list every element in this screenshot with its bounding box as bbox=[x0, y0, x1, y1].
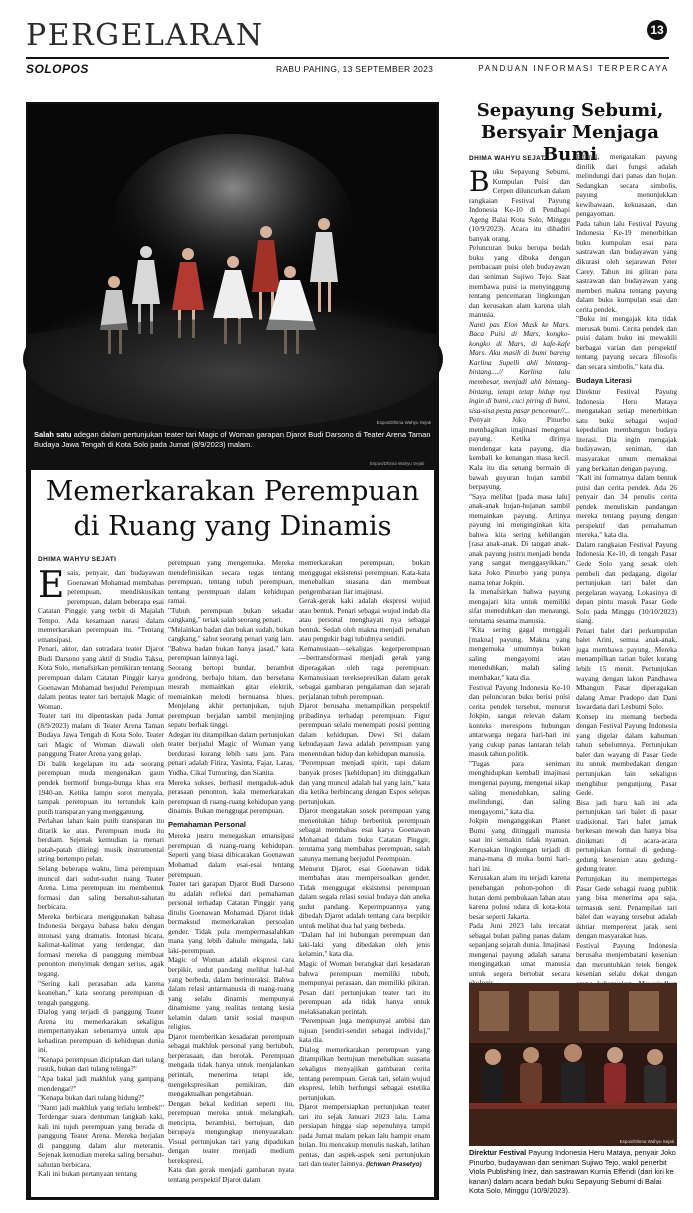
article-paragraph: "Kali ini formatnya dalam bentuk puisi dan cerita pendek. Ada 26 penyair dan 34 penulis cerita pendek menuliskan pandangan mereka tentang payung dengan perspektif dan pemahaman mereka," kata dia. bbox=[576, 473, 677, 540]
article-paragraph: Peluncuran buku berupa bedah buku yang dibuka dengan pembacaan puisi oleh budayawan dan seniman Sujiwo Tejo. Saat membawa puisi ia menyinggung tentang pencemaran lingkungan dan kerusakan alam karena ulah manusia. bbox=[469, 243, 570, 320]
article-paragraph: Penari, aktor, dan sutradara teater Djarot Budi Darsono yang aktif di Studio Taksu, Kota Solo, menafsirkan pemikiran tentang perempuan dalam Catatan Pinggir karya Goenawan Mohamad berjudul Perempuan dalam pentas teater tari bertajuk Magic of Woman. bbox=[38, 644, 164, 711]
article-paragraph: Selang beberapa waktu, lima perempuan muncul dari sudut-sudut ruang Teater Arena. Lima perempuan itu membentuk formasi dan saling bersahut-sahutan berbicara. bbox=[38, 863, 164, 912]
sidebar-article-byline: DHIMA WAHYU SEJATI bbox=[469, 155, 548, 162]
article-paragraph: Djarot mempersiapkan pertunjukan teater tari itu sejak Januari 2023 lalu. Lama persiapan hingga siap sepenuhnya tampil pada Jumat malam pekan lalu hampir enam bulan. Itu mencakup menulis naskah, latihan pentas, dan aspek-aspek seni pertunjukan tari dan teater lainnya. (Ichwan Prasetyo) bbox=[299, 1102, 430, 1169]
article-paragraph: Adegan itu ditampilkan dalam pertunjukan teater berjudul Magic of Woman yang berdurasi kurang lebih satu jam. Para penari adalah Fitira, Yasinta, Fajar, Laras, Yudha, Cikal Tumuring, dan Sianita. bbox=[168, 729, 294, 778]
article-paragraph: Buku Sepayung Sebumi, Kumpulan Puisi dan Cerpen diluncurkan dalam rangkaian Festival Payung Indonesia Ke-10 di Pendhapi Ageng Balai Kota Solo, Minggu (10/9/2023). Acara itu dihadiri banyak orang. bbox=[469, 165, 570, 243]
article-paragraph: Menurut Djarot, esai Goenawan tidak membahas atau mempersoalkan gender. Tidak menggugat eksistensi perempuan dalam segala relasi sosial budaya dan aneka sudut pandang. Kepermpuannya yang dibedah Djarot adalah tentang cara berpikir untuk melihat dua hal yang berbeda. bbox=[299, 863, 430, 930]
caption-text: Payung Indonesia Heru Mataya, penyair Joko Pinurbo, budayawan dan seniman Sujiwo Tejo, wakil penerbit Viola Publishing Inez, dan sastrawan Kurnia Effendi (dari kiri ke kanan) dalam acara bedah buku Sepayung Sebumi di Balai Kota Solo, Minggu (10/9/2023). bbox=[469, 1148, 676, 1195]
article-paragraph: Bisa jadi baru kali ini ada pertunjukan tari balet di pasar tradisional. Tari balet jamak berkesan mewah dan hanya bisa dinikmati di acara-acara pertunjukan formal di gedung-gedung kesenian atau gedung-gedung teater. bbox=[576, 797, 677, 874]
article-paragraph: Seorang bertopi bundar, berambut gondrong, berbaju hitam, dan berselana mesrah memainkan gitar elektrik, memainkan melodi bernuansa blues. Menjelang akhir pertunjukan, tujuh perempuan berjalan sambil menjinjing sepatu berhak tinggi. bbox=[168, 663, 294, 730]
tagline: PANDUAN INFORMASI TERPERCAYA bbox=[478, 64, 669, 73]
article-paragraph: "Perempuan menjadi spirit, tapi dalam banyak proses [kehidupan] itu ditinggalkan dan yang muncul adalah hal yang lain," kata dia ketika berbincang dengan Espos selepas pertunjukan. bbox=[299, 758, 430, 806]
masthead bbox=[26, 16, 669, 76]
article-paragraph: Mereka justru menegaskan emansipasi perempuan di ruang-ruang kehidupan. Seperti yang biasa dibicarakan Goenawan Mohamad dalam esai-esai tentang perempuan. bbox=[168, 831, 294, 879]
article-paragraph: Pada tahun lalu Festival Payung Indonesia Ke-19 menerbitkan buku kumpulan esai para sastrawan dan budayawan yang dikurasi oleh sejarawan Peter Carey. Tahun ini giliran para sastrawan dan budayawan yang memberi makna tentang payung dalam buku kumpulan esai dan cerita pendek. bbox=[576, 218, 677, 314]
article-paragraph: Mereka berbicara menggunakan bahasa Indonesia bergaya bahasa baku dengan intonasi yang dramatis. Intonasi bicara, kalimat-kalimat yang terdengar, dan formasi mereka di panggung membuat penonton menyimak dengan serius, agak tegang. bbox=[38, 911, 164, 978]
article-paragraph: Penyair Joko Pinurbo membagikan imajinasi mengenai payung. Ketika dirinya mendengar kata payung, dia kembali ke kenangan masa kecil. Kala itu dia senang bermain di bawah guyuran hujan sambil berpayung. bbox=[469, 415, 570, 492]
book-launch-illustration bbox=[469, 983, 677, 1146]
article-byline: DHIMA WAHYU SEJATI bbox=[38, 556, 117, 563]
article-paragraph: Perlahan lahan kain putih transparan itu ditarik ke atas. Perempuan muda itu berdiam. Sejenak kemudian ia menari patah-patah diiringi musik instrumental string bertempo pelan. bbox=[38, 816, 164, 864]
article-headline: Memerkarakan Perempuan di Ruang yang Dinamis bbox=[45, 476, 420, 542]
article-paragraph: Teater tari itu dipentaskan pada Jumat (8/9/2023) malam di Teater Arena Taman Budaya Jawa Tengah di Kota Solo. Teater tari Magic of Woman diawali oleh panggung Teater Arena yang gelap. bbox=[38, 711, 164, 759]
article-paragraph: Kali ini bukan pertanyaan tentang bbox=[38, 1169, 137, 1179]
article-paragraph: Mereka sukses, berhasil mengaduk-aduk perasaan penonton, kala memerkarakan perempuan di ruang-ruang kehidupan yang dinamis. Bukan menggugat perempuan. bbox=[168, 777, 294, 816]
article-paragraph: Ia menafsirkan bahwa payung mengajari kita untuk memiliki sifat meneduhkan dan menaungi, terutama sesama manusia. bbox=[469, 587, 570, 625]
article-paragraph: Di balik kegelapan itu ada seorang perempuan muda mengenakan gaun pendek bermotif bunga-bunga khas era 1940-an. Ketika lampu sorot menyala, tampak perempuan itu tertunduk kain putih transparan yang menggantung. bbox=[38, 758, 164, 816]
dateline: RABU PAHING, 13 SEPTEMBER 2023 bbox=[276, 64, 434, 74]
article-paragraph: Dengan bekal kedirian seperti itu, perempuan mereka untuk melangkah, mencipta, berambisi, bertujuan, dan berupaya mengungkap menyuarakan. Visual pertunjukan tari yang dipadukan dengan teater menjadi medium berekspresi. bbox=[168, 1098, 294, 1165]
article-paragraph: "Apa bakal jadi makhluk yang gampang mendengar?" bbox=[38, 1073, 164, 1093]
article-paragraph: Gerak-gerak kaki adalah ekspresi wujud atau bentuk. Penari sebagai wujud indah dia atau personal menghayati nya sebagai bentuk. Sedah oleh makna menjadi penahan atau pengukir bagi tubuhnya sendiri. bbox=[299, 596, 430, 644]
article-paragraph: Effendi, mengatakan payung dinilik dari fungsi adalah melindungi dari panas dan hujan. Sedangkan secara simbolis, payung menunjukkan kewibawaan, kekuasaan, dan pengayoman. bbox=[576, 152, 677, 219]
article-subhead: Pemahaman Personal bbox=[168, 819, 246, 829]
article-paragraph: Magic of Woman adalah ekspresi cara berpikir, sudut pandang melihat hal-hal yang berbeda, dalam berinteraksi. Bahwa dalam relasi antarmanusia di ruang-ruang yang selalu dinamis mempunyai dinamisme yang realitas tentang kesia kelamin dalam tatsir sosial maupun religius. bbox=[168, 955, 294, 1032]
photo-caption bbox=[34, 430, 432, 450]
masthead-rule bbox=[26, 57, 669, 59]
article-paragraph: Djarot mengatakan sosok perempuan yang menentukan hidup berbentuk perempuan sebagai membahas esai karya Goenawan Mohamad dalam buku Catatan Pinggir, terutama yang membahas perempuan, salah satunya memang berjudul Perempuan. bbox=[299, 806, 430, 863]
sidebar-article-headline: Sepayung Sebumi, Bersyair Menjaga Bumi bbox=[476, 100, 664, 165]
article-column-2 bbox=[168, 558, 294, 1194]
page-number: 13 bbox=[647, 20, 667, 40]
article-column-3 bbox=[299, 558, 430, 1194]
article-paragraph: "Kenapa bukan dari tulang hidung?" bbox=[38, 1093, 145, 1103]
caption-lead: Salah satu bbox=[34, 430, 72, 439]
article-paragraph: "Sering kali perasaban ada karena keanehan," kata seorang perempuan di tengah panggung. bbox=[38, 978, 164, 1007]
article-paragraph: Nanti pas Elon Musk ke Mars. Baca Puisi di Mars, kongko-kongko di Mars, di kafe-kafe Mars. Aku masih di bumi bareng Karlina Supelli ahli bintang-bintang....// Karlina lalu membesar, menjadi ahli bintang-bintang, tetapi tetap hidup nya ingin di bumi, cuci piring di bumi, sisa-sisa pesta pasar pencemar//... bbox=[469, 319, 570, 415]
article-paragraph: "Bahwa badan bukan hanya jasad," kata perempuan lainnya lagi. bbox=[168, 643, 294, 663]
section-title: PERGELARAN bbox=[26, 18, 264, 53]
article-paragraph: Magic of Woman berangkat dari kesadaran bahwa perempuan memiliki tubuh, mempunyai perasaan, dan memiliki pikiran. Pesan dari pertunjukan teater tari itu perempuan ada tidak hanya untuk melaksanakan perintah. bbox=[299, 958, 430, 1016]
article-paragraph: "Tugas para seniman menghidupkan kembali imajinasi mengenai payung, mengenai sikap saling meneduhkan, saling melindungi, dan saling mengayomi," kata dia. bbox=[469, 758, 570, 816]
photo-credit: Espos/Dhima Wahyu Sejati bbox=[376, 420, 431, 425]
photo-credit: Espos/Dhima Wahyu Sejati bbox=[619, 1139, 674, 1144]
article-paragraph: "Dalam hal ini hubungan perempuan dan laki-laki yang dibedakan oleh jenis kelamin," kata dia. bbox=[299, 930, 430, 959]
article-paragraph: Kemanusiaan—sekaligas kegerperempuan—bertransformasi menjadi gerak yang diperagakan oleh raga perempuan. Kemanusiaan tereksepresikan dalam gerak sebagai gambaran pengalaman dan sejarah perjalanan tubuh perempuan. bbox=[299, 643, 430, 701]
article-paragraph: "Kenapa perempuan diciptakan dari tulang rusuk, bukan dari tulang telinga?" bbox=[38, 1054, 164, 1074]
photo-credit-inline: Espos/Dhima Wahyu Sejati bbox=[370, 461, 425, 466]
caption-lead: Direktur Festival bbox=[469, 1148, 527, 1157]
article-paragraph: Pertunjukan itu mempertegas Pasar Gede sebagai ruang publik yang bisa menerima apa saja, termasuk seni. Penampilan tari balet dan wayang tersebut adalah ikhtiar mempererat jarak seni dengan masyarakat luas. bbox=[576, 874, 677, 941]
article-column-1 bbox=[38, 565, 164, 1194]
dropcap: B bbox=[469, 165, 490, 198]
article-paragraph: Jokpin menganggukan Planet Bumi yang ditinggali manusia saat ini semakin tidak nyaman. Kerusakan lingkungan terjadi di mana-mana di muka bumi hari-hari ini. bbox=[469, 816, 570, 873]
article-paragraph: "Melainkan badan dan bukan sudah, bukan cangkang," sahut seorang penari yang lain. bbox=[168, 624, 294, 644]
article-paragraph: Dialog memerkarakan perempuan yang ditampilkan bertujuan menebalkan suasana sekaligus menyajikan gambaran cerita tentang perempuan. Gerak tari, selain wujud ekspresi, lebih berfungsi sebagai estetika pertunjukan. bbox=[299, 1044, 430, 1102]
article-paragraph: Festival Payung Indonesia Ke-10 dan peluncuran buku berisi puisi cerita pendek tersebut, menurut Jokpin, sangat relevan dalam konteks merespons hubungan antarwarga negara hari-hari ini yang cukup panas lantaran telah masuk tahun politik. bbox=[469, 682, 570, 759]
article-paragraph: Dialog yang terjadi di panggung Teater Arena itu memerkarakan sekaligus mempertanyakan sebenarnya untuk apa kehadiran perempuan di kehidupan dunia ini. bbox=[38, 1007, 164, 1055]
article-paragraph: Konsep itu memang berbeda dengan Festival Payung Indonesia yang digelar dalam kahuman tahun sebelumnya. Pertunjukan balet dan wayang di Pasar Gede itu untuk membedakan dengan pertunjukan lain sekaligus menghibur pengunjung Pasar Gede. bbox=[576, 711, 677, 798]
sidebar-photo-caption bbox=[469, 1148, 677, 1196]
article-paragraph: Pada Juni 2023 lalu tercatat sebagai bulan paling panas dalam sepanjang sejarah dunia. Imajinasi mengenai payung adalah sarana mengingatkan umat manusia untuk segera bertobat secara bbox=[469, 921, 570, 978]
article-paragraph: "Tubuh perempuan bukan sekadar cangkang," teriak salah seorang penari. bbox=[168, 605, 294, 625]
sidebar-column-2 bbox=[576, 152, 677, 987]
article-paragraph: Teater tari garapan Djarot Budi Darsono itu adalah refleksi dari pemahaman personal terhadap Catatan Pinggir yang ditulis Goenawan Mohamad. Djarot tidak bermaksud memerkarakan persoalan gender. Tidak pula mempermasalahkan mana yang lebih dahulu mengada, laki laki-perempuan. bbox=[168, 879, 294, 955]
article-paragraph: Penari balet dari perkumpulan balet Arini, semua anak-anak, juga membawa payung. Mereka menampilkan tarian balet kurang lebih 15 menit. Pertunjukan wayang dengan lakon Pandhawa Mbangun Pasar diperagakan dalang Amar Pradopo dan Dani Iswardana dari Lesbumi Solo. bbox=[576, 625, 677, 712]
article-paragraph: Dalam rangkaian Festival Payung Indonesia Ke-10, di tengah Pasar Gede Solo yang sesak oleh pembeli dan pedagang, digelar pertunjukan tari balet dan pergelaran wayang. Lokasinya di depan pintu masuk Pasar Gede Solo pada Minggu (10/10/2023) siang. bbox=[576, 539, 677, 626]
main-photo bbox=[28, 104, 437, 428]
article-paragraph: Kata dan gerak menjadi gambaran nyata tentang perspektif Djarot dalam bbox=[168, 1165, 294, 1184]
sidebar-subhead: Budaya Literasi bbox=[576, 375, 632, 385]
article-paragraph: perempuan yang mengemuka. Mereka mendefinisikan secara tegas tentang perempuan, tentang tubuh perempuan, tentang perempuan dalam kehidupan ramai. bbox=[168, 558, 294, 606]
article-paragraph: Djarot berusaha menampilkan perspektif pribadinya terhadap perempuan. Figur perempuan selalu menempati posisi penting dalam kehidupan. Dewi Sri dalam kebudayaan Jawa adalah perempuan yang menentukan hidup dan kehidupan manusia. bbox=[299, 701, 430, 758]
article-paragraph: "Perempuan juga mempunyai ambisi dan tujuan [sendiri-sendiri sebagai individu]," kata dia. bbox=[299, 1016, 430, 1045]
article-paragraph: Esais, penyair, dan budayawan Goenawan Mohamad membahas perempuan, mendiskusikan perempuan, dalam beberapa esai Catatan Pinggir yang terbit di Majalah Tempo. Ada kesamaan narasi dalam memerkarakan perempuan itu. "Tentang emansipasi. bbox=[38, 565, 164, 644]
article-paragraph: "Nanti jadi makhluk yang terlalu lembek!" Terdengar suara dentuman langkah kaki, kali ini tujuh perempuan yang berada di panggung Teater Arena. Mereka berjalan di panggung dalam alur meteranis. Sejenak kemudian mereka saling bersahut-sahutan berbicara. bbox=[38, 1102, 164, 1169]
article-paragraph: Festival Payung Indonesia berusaha menjembatani kesenian dan meruntuhkan tetek bengek kesenian selalu dekat dengan bbox=[576, 940, 677, 979]
author-trail: (Ichwan Prasetyo) bbox=[366, 1161, 422, 1169]
caption-text: adegan dalam pertunjukan teater tari Magic of Woman garapan Djarot Budi Darsono di Teater Arena Taman Budaya Jawa Tengah di Kota Solo pada Jumat (8/9/2023) malam. bbox=[34, 430, 431, 449]
dropcap: E bbox=[38, 565, 65, 606]
article-paragraph: Kerusakan alam itu terjadi karena penebangan pohon-pohon di hutan demi pembukaan lahan atau karena polusi udara di kota-kota besar seperti Jakarta. bbox=[469, 873, 570, 921]
article-paragraph: Direktur Festival Payung Indonesia Heru Mataya mengatakan setiap menerbitkan satu buku sebagai wujud kepedulian membangun budaya literasi. Dia ingin mengajak budayawan, seniman, dan masyarakat umum memaknai yang berkaitan dengan payung. bbox=[576, 387, 677, 473]
brand-logo: SOLOPOS bbox=[26, 62, 89, 76]
stage-scene-illustration bbox=[28, 104, 437, 428]
article-paragraph: "Kita sering gagal menggali [makna] payung. Makna yang mengemuka umumnya bukan saling mengayomi atau meneduhkan, malah saling membakar," kata dia. bbox=[469, 625, 570, 682]
sidebar-photo bbox=[469, 983, 677, 1146]
sidebar-column-1 bbox=[469, 167, 570, 987]
article-paragraph: "Buku ini mengajak kita tidak merusak bumi. Cerita pendek dan puisi dalam buku ini mewakili berbagai varian dan perspektif tentang payung secara filosofis dan secara simbolis," kata dia. bbox=[576, 314, 677, 372]
article-paragraph: Djarot memberikan kesadaran perempuan sebagai makhluk personal yang bertubuh, berperasaan, dan berotak. Perempuan mengada tidak hanya untuk menjalankan perintah, menerima tetapi ide, mengekspresikan pemikiran, dan mengaktualkan pengetahuan. bbox=[168, 1031, 294, 1099]
article-paragraph: "Saya melihat [pada masa lalu] anak-anak hujan-hujanan sambil memainkan payung. Artinya payung ini menginginkan kita bahwa kita sering kehilangan [rasa anak-anak. Di tangan anak-anak payung justru menjadi benda yang sangat menggasyikkan," kata Joko Pinurbo yang punya nama tenar Jokpin. bbox=[469, 491, 570, 587]
article-paragraph: memerkarakan perempuan, bukan menggugat eksistensi perempuan. Kata-kata menebalkan suasana dan membuat pengembaraan liar imajinasi. bbox=[299, 558, 430, 596]
